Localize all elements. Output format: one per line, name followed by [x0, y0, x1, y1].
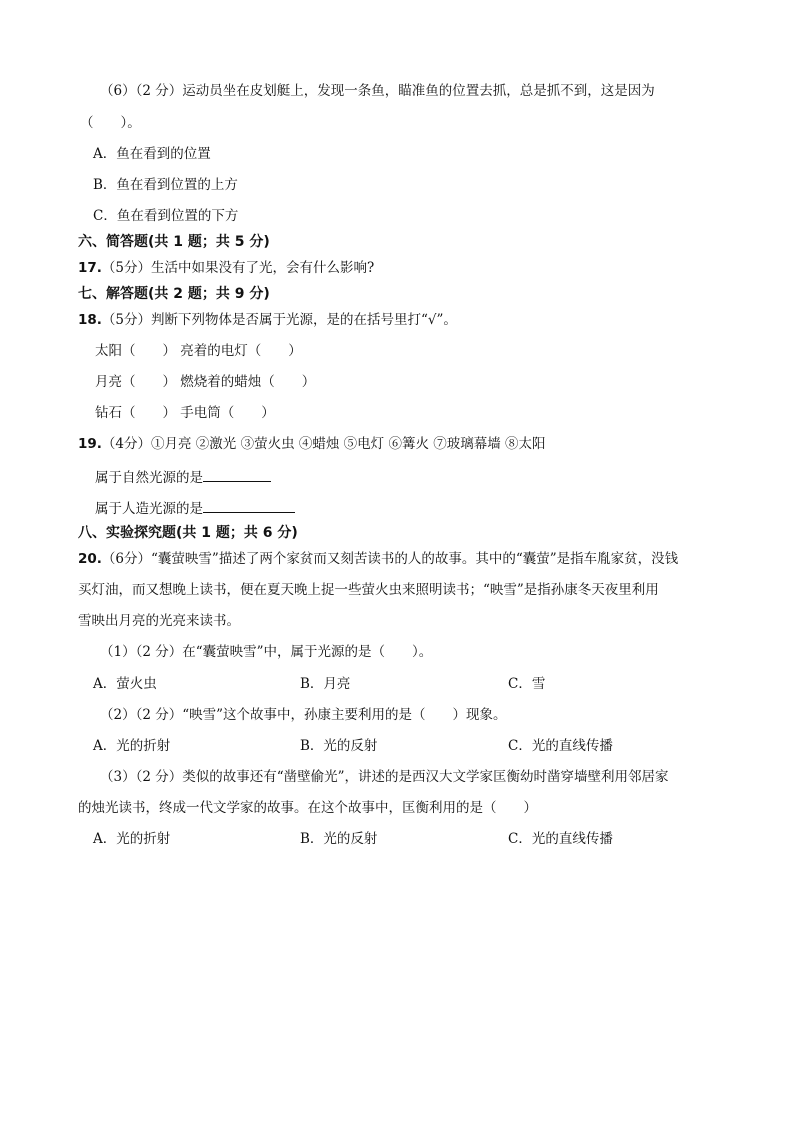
section-7-title: 七、解答题(共 2 题；共 9 分) — [78, 286, 270, 302]
q20-2-option-b: B．光的反射 — [300, 738, 378, 754]
q19-natural-blank[interactable] — [203, 467, 271, 482]
q19-artificial-label: 属于人造光源的是 — [95, 501, 203, 517]
q20-3-stem-line2: 的烛光读书，终成一代文学家的故事。在这个故事中，匡衡利用的是（ ） — [78, 800, 537, 816]
section-8-title: 八、实验探究题(共 1 题；共 6 分) — [78, 525, 298, 541]
q18-number: 18. — [78, 312, 102, 328]
q16-6-option-a: A．鱼在看到的位置 — [93, 146, 211, 162]
q19-artificial-row — [95, 498, 295, 518]
q18-row-2: 月亮（ ） 燃烧着的蜡烛（ ） — [95, 374, 316, 390]
q20-1-option-a: A．萤火虫 — [93, 676, 157, 692]
q20-2-stem: （2）（2 分）“映雪”这个故事中，孙康主要利用的是（ ）现象。 — [100, 707, 507, 723]
q16-6-option-b: B．鱼在看到位置的上方 — [93, 177, 238, 193]
q17-text: （5分）生活中如果没有了光，会有什么影响? — [101, 260, 375, 276]
q20-text-line3: 雪映出月亮的光亮来读书。 — [78, 613, 240, 629]
q17 — [78, 259, 374, 277]
section-6-title: 六、简答题(共 1 题；共 5 分) — [78, 234, 270, 250]
q20-number: 20. — [78, 551, 102, 567]
q19 — [78, 435, 546, 453]
q18-text: （5分）判断下列物体是否属于光源，是的在括号里打“√”。 — [101, 312, 457, 328]
q20-text-line2: 买灯油，而又想晚上读书，便在夏天晚上捉一些萤火虫来照明读书；“映雪”是指孙康冬天夜里利用 — [78, 582, 659, 598]
q18-row-3: 钻石（ ） 手电筒（ ） — [95, 405, 275, 421]
q19-natural-row — [95, 467, 271, 487]
q20-3-option-a: A．光的折射 — [93, 831, 171, 847]
q19-text: （4分）①月亮 ②激光 ③萤火虫 ④蜡烛 ⑤电灯 ⑥篝火 ⑦玻璃幕墙 ⑧太阳 — [101, 436, 546, 452]
q16-6-stem-line1: （6）（2 分）运动员坐在皮划艇上，发现一条鱼，瞄准鱼的位置去抓，总是抓不到，这是因为 — [100, 83, 655, 99]
q20-3-stem-line1: （3）（2 分）类似的故事还有“凿壁偷光”，讲述的是西汉大文学家匡衡幼时凿穿墙壁利用邻居家 — [100, 769, 669, 785]
q16-6-stem-line2: （ ）。 — [80, 115, 141, 131]
q17-number: 17. — [78, 260, 102, 276]
q20-2-option-a: A．光的折射 — [93, 738, 171, 754]
q20-1-stem: （1）（2 分）在“囊萤映雪”中，属于光源的是（ ）。 — [100, 644, 433, 660]
q20-1-option-b: B．月亮 — [300, 676, 351, 692]
q19-natural-label: 属于自然光源的是 — [95, 470, 203, 486]
q20-1-option-c: C．雪 — [508, 676, 546, 692]
q18-row-1: 太阳（ ） 亮着的电灯（ ） — [95, 343, 302, 359]
q18 — [78, 311, 457, 329]
q19-number: 19. — [78, 436, 102, 452]
q19-artificial-blank[interactable] — [203, 498, 295, 513]
q20-text-line1: （6分）“囊萤映雪”描述了两个家贫而又刻苦读书的人的故事。其中的“囊萤”是指车胤家贫，没钱 — [101, 551, 679, 567]
q20-line1 — [78, 550, 678, 568]
q16-6-option-c: C．鱼在看到位置的下方 — [93, 208, 239, 224]
q20-2-option-c: C．光的直线传播 — [508, 738, 613, 754]
q20-3-option-c: C．光的直线传播 — [508, 831, 613, 847]
q20-3-option-b: B．光的反射 — [300, 831, 378, 847]
